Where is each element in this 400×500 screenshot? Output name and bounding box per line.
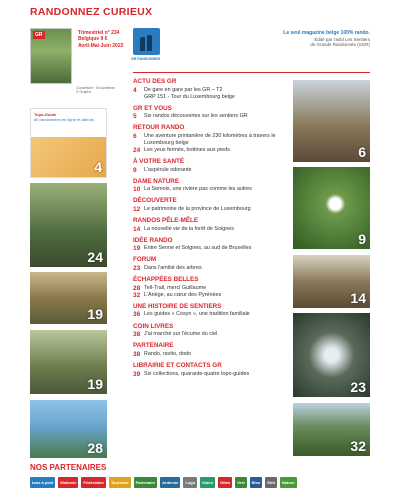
partner-logo[interactable]: Kaleo — [200, 477, 215, 488]
entry-title: J'ai marché sur l'écume du ciel — [144, 331, 218, 338]
promo-text: 80 randonnées en ligne et ailleurs — [34, 117, 95, 122]
entry-title: Les yeux fermés, bottines aux pieds — [144, 146, 230, 153]
page-number: 14 — [133, 225, 141, 233]
toc-section — [133, 323, 288, 339]
section-title: FORUM — [133, 256, 157, 264]
toc-entry[interactable] — [133, 147, 288, 154]
publisher-line: de Grande Randonnée (SGR) — [310, 42, 370, 48]
tagline: Le seul magazine belge 100% rando. — [283, 30, 370, 36]
magazine-cover-image — [30, 28, 72, 84]
toc-section — [133, 362, 288, 378]
entry-title: Rando, ravito, dodo — [144, 350, 192, 357]
thumb-left-promo[interactable] — [30, 108, 107, 178]
issue-line: Trimestriel n° 234 — [78, 30, 120, 36]
toc-entry[interactable] — [133, 292, 288, 299]
partner-logo[interactable]: Tourisme — [109, 477, 131, 488]
section-title: RETOUR RANDO — [133, 124, 185, 132]
section-title: ÉCHAPPÉES BELLES — [133, 276, 199, 284]
section-title: DÉCOUVERTE — [133, 197, 177, 205]
toc-entry[interactable] — [133, 331, 288, 338]
page-number: 19 — [87, 376, 103, 392]
tagline-block — [283, 30, 370, 48]
page-title: RANDONNEZ CURIEUX — [30, 6, 153, 18]
section-title: À VOTRE SANTÉ — [133, 157, 185, 165]
page-number: 14 — [350, 290, 366, 306]
toc-section — [133, 78, 288, 101]
toc-entry[interactable] — [133, 311, 288, 318]
page-number: 10 — [133, 186, 141, 194]
page-number: 38 — [133, 350, 141, 358]
page-number: 9 — [133, 166, 137, 174]
page-number: 24 — [133, 146, 141, 154]
toc-entry[interactable] — [133, 371, 288, 378]
thumb-left-1[interactable] — [30, 183, 107, 267]
page-number: 28 — [87, 440, 103, 456]
entry-title: L'Ariège, au cœur des Pyrénées — [144, 291, 222, 298]
entry-title: De gare en gare par les GR – T2 — [144, 86, 223, 93]
page-number: 28 — [133, 284, 141, 292]
page-number: 36 — [133, 311, 141, 319]
thumb-right-1[interactable] — [293, 167, 370, 249]
toc-entry[interactable] — [133, 133, 288, 147]
toc-section — [133, 124, 288, 154]
page-number: 6 — [133, 132, 137, 140]
issue-info — [78, 30, 123, 49]
toc-section — [133, 256, 288, 272]
partner-logo[interactable]: Fédération — [81, 477, 105, 488]
page-number: 24 — [87, 249, 103, 265]
thumb-left-4[interactable] — [30, 400, 107, 458]
partner-logo[interactable]: tous à pied — [30, 477, 55, 488]
thumb-left-3[interactable] — [30, 330, 107, 394]
entry-title: Six randos découvertes sur les sentiers GR — [144, 113, 248, 120]
entry-title: Dans l'amitié des arbres — [144, 264, 202, 271]
entry-title: La Semois, une rivière pas comme les autres — [144, 186, 252, 193]
toc-entry[interactable] — [133, 226, 288, 233]
thumb-left-2[interactable] — [30, 272, 107, 324]
page-number: 6 — [358, 144, 366, 160]
toc-section — [133, 105, 288, 121]
entry-subtitle: GRP 151 - Tour du Luxembourg belge — [144, 93, 235, 100]
promo-badge: Topo-Guide — [34, 112, 57, 117]
entry-title: L'aspérule odorante — [144, 166, 192, 173]
toc-section — [133, 197, 288, 213]
page-number: 23 — [133, 264, 141, 272]
gr-logo-icon — [133, 28, 160, 55]
toc-section — [133, 158, 288, 174]
section-title: GR ET VOUS — [133, 104, 172, 112]
page-number: 23 — [350, 379, 366, 395]
partner-logo[interactable]: Vert — [235, 477, 247, 488]
page-number: 4 — [94, 159, 102, 175]
toc-entry[interactable] — [133, 285, 288, 292]
section-title: LIBRAIRIE ET CONTACTS GR — [133, 362, 222, 369]
cover-caption: Couverture : En Ardenne © Grapho — [76, 86, 115, 95]
table-of-contents — [133, 78, 288, 382]
thumb-right-3[interactable] — [293, 313, 370, 397]
toc-section — [133, 178, 288, 194]
toc-section — [133, 342, 288, 358]
page-number: 39 — [133, 370, 141, 378]
section-title: IDÉE RANDO — [133, 236, 173, 244]
partner-logo[interactable]: Partenaire — [134, 477, 158, 488]
partner-logo[interactable]: Bleu — [250, 477, 263, 488]
page-number: 32 — [350, 438, 366, 454]
toc-section — [133, 276, 288, 299]
section-title: DAME NATURE — [133, 177, 180, 185]
header-divider — [133, 72, 370, 73]
issue-line: Belgique 9 € — [78, 36, 108, 43]
section-title: PARTENAIRE — [133, 342, 174, 350]
entry-title: Une aventure printanière de 230 kilomètres à travers le Luxembourg belge — [144, 132, 276, 146]
section-title: ACTU DES GR — [133, 78, 177, 85]
page-number: 9 — [358, 231, 366, 247]
toc-entry[interactable] — [133, 206, 288, 213]
entry-title: Entre Senne et Soignes, au sud de Bruxelles — [144, 245, 252, 252]
partner-logo[interactable]: Wallonie — [58, 477, 78, 488]
toc-entry[interactable] — [133, 186, 288, 193]
toc-entry[interactable] — [133, 87, 288, 101]
page-number: 32 — [133, 291, 141, 299]
logo-text: GR RANDONNER — [131, 57, 160, 61]
thumb-right-4[interactable] — [293, 403, 370, 456]
toc-section — [133, 303, 288, 319]
page-number: 19 — [133, 245, 141, 253]
promo-top — [31, 109, 107, 137]
section-title: COIN LIVRES — [133, 322, 174, 330]
page-number: 19 — [87, 306, 103, 322]
partner-logo[interactable]: Ardenne — [160, 477, 180, 488]
toc-section — [133, 217, 288, 233]
entry-title: Tell-Trail, merci Guillaume — [144, 284, 207, 291]
publisher-line: Édité par l'asbl Les Sentiers — [314, 36, 370, 42]
page-number: 5 — [133, 113, 137, 121]
thumb-right-0[interactable] — [293, 80, 370, 162]
partner-logo[interactable]: Edit — [265, 477, 277, 488]
toc-entry[interactable] — [133, 351, 288, 358]
cover-gr-badge: GR — [35, 32, 43, 38]
entry-title: Le patrimoine de la province de Luxembourg — [144, 205, 251, 212]
entry-title: Six collections, quarante-quatre topo-guides — [144, 370, 250, 377]
toc-entry[interactable] — [133, 167, 288, 174]
page-number: 38 — [133, 331, 141, 339]
issue-line: Avril-Mai-Juin 2022 — [78, 42, 124, 49]
partners-logos — [30, 475, 370, 489]
thumb-right-2[interactable] — [293, 255, 370, 308]
entry-title: Les guides « Cosyn », une tradition familiale — [144, 311, 250, 318]
partner-logo[interactable]: Gîtes — [218, 477, 232, 488]
toc-entry[interactable] — [133, 245, 288, 252]
toc-entry[interactable] — [133, 265, 288, 272]
toc-entry[interactable] — [133, 113, 288, 120]
partners-title: NOS PARTENAIRES — [30, 463, 107, 472]
partner-logo[interactable]: Logo — [183, 477, 197, 488]
entry-title: La nouvelle vie de la forêt de Soignes — [144, 225, 234, 232]
section-title: RANDOS PÊLE-MÊLE — [133, 217, 199, 225]
section-title: UNE HISTOIRE DE SENTIERS — [133, 302, 222, 310]
partner-logo[interactable]: Nature — [280, 477, 297, 488]
page-number: 12 — [133, 205, 141, 213]
page-number: 4 — [133, 86, 137, 94]
toc-section — [133, 237, 288, 253]
